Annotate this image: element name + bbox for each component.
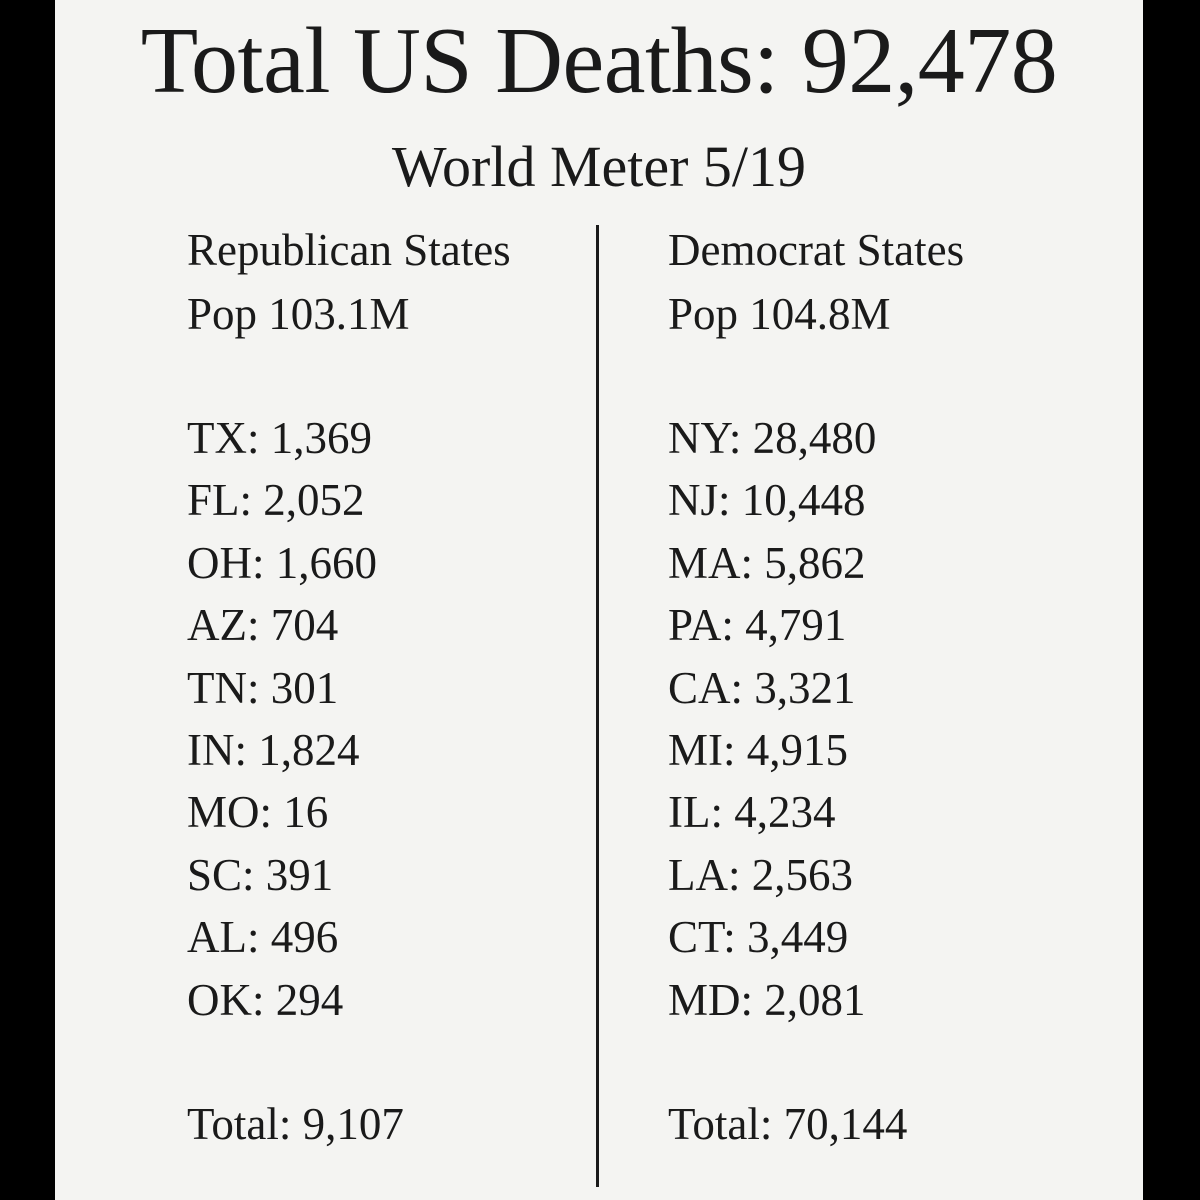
state-row: OH: 1,660 [187,537,377,588]
state-row: NJ: 10,448 [668,475,866,526]
state-row: MD: 2,081 [668,974,866,1025]
state-row: CT: 3,449 [668,912,849,963]
state-row: FL: 2,052 [187,475,365,526]
source-subtitle: World Meter 5/19 [391,134,807,199]
state-row: LA: 2,563 [668,849,853,900]
state-row: SC: 391 [187,849,334,900]
state-row: AL: 496 [187,912,339,963]
column-divider [596,225,599,1187]
state-row: CA: 3,321 [668,662,856,713]
column-heading: Democrat States [668,225,965,275]
state-row: IN: 1,824 [187,724,360,775]
column-population: Pop 103.1M [187,289,410,339]
state-row: OK: 294 [187,974,344,1025]
state-row: TX: 1,369 [187,413,372,463]
state-row: AZ: 704 [187,600,339,651]
column-total: Total: 70,144 [668,1099,908,1149]
democrat-states-column [668,0,1128,1200]
column-total: Total: 9,107 [187,1099,404,1149]
column-population: Pop 104.8M [668,289,891,339]
republican-states-column [187,0,647,1200]
state-row: MI: 4,915 [668,724,848,775]
state-row: MO: 16 [187,787,329,838]
state-row: NY: 28,480 [668,413,877,463]
page-title: Total US Deaths: 92,478 [140,9,1058,113]
state-row: PA: 4,791 [668,600,847,651]
state-list [187,410,377,1034]
state-list [668,410,876,1034]
state-row: TN: 301 [187,662,339,713]
state-row: MA: 5,862 [668,537,866,588]
column-heading: Republican States [187,225,511,275]
state-row: IL: 4,234 [668,787,836,838]
document-card [55,0,1143,1200]
